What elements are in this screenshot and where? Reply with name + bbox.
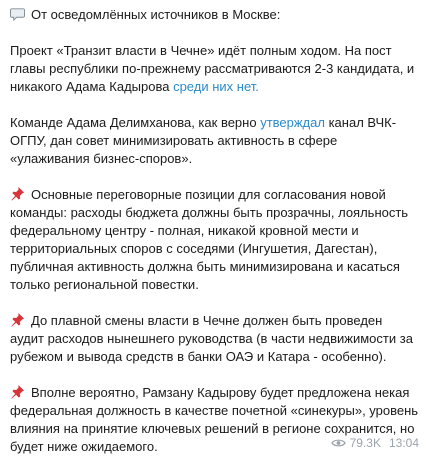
link-sredi-nih-net[interactable]: среди них нет. (173, 79, 259, 94)
pushpin-icon (10, 186, 25, 201)
link-utverzhdal[interactable]: утверждал (260, 115, 325, 130)
message-paragraph-1: Проект «Транзит власти в Чечне» идёт полным ходом. На пост главы республики по-прежнему рассматриваются 2-3 кандидата, и никакого Адама Кадырова среди них нет. (10, 43, 415, 94)
message-paragraph-2: Команде Адама Делимханова, как верно утверждал канал ВЧК-ОГПУ, дан совет минимизировать активность в сфере «улаживания бизнес-споров». (10, 115, 397, 166)
pushpin-icon (10, 312, 25, 327)
message-meta (331, 434, 419, 452)
eye-icon (331, 438, 346, 448)
intro-text: От осведомлённых источников в Москве: (31, 7, 281, 22)
message-time: 13:04 (388, 436, 419, 450)
message-intro (10, 6, 419, 24)
message-paragraph-4: До плавной смены власти в Чечне должен быть проведен аудит расходов нынешнего руководства (в части недвижимости за рубежом и вывода средств в банки ОАЭ и Катара - особенно). (10, 313, 413, 364)
pushpin-icon (10, 384, 25, 399)
message-paragraph-3: Основные переговорные позиции для согласования новой команды: расходы бюджета должны быть прозрачны, лояльность федеральному центру - полная, никакой кровной мести и территориальных споров с соседями (Ингушетия, Дагестан), публичная активность должна быть минимизирована и касаться только региональной повестки. (10, 187, 409, 292)
speech-balloon-icon (10, 6, 25, 21)
message-paragraph-5: Вполне вероятно, Рамзану Кадырову будет предложена некая федеральная должность в качестве почетной «синекуры», уровень влияния на принятие ключевых решений в регионе сохранится, но будет ниже ожидаемого. (10, 385, 419, 454)
view-count: 79.3K (349, 436, 381, 450)
